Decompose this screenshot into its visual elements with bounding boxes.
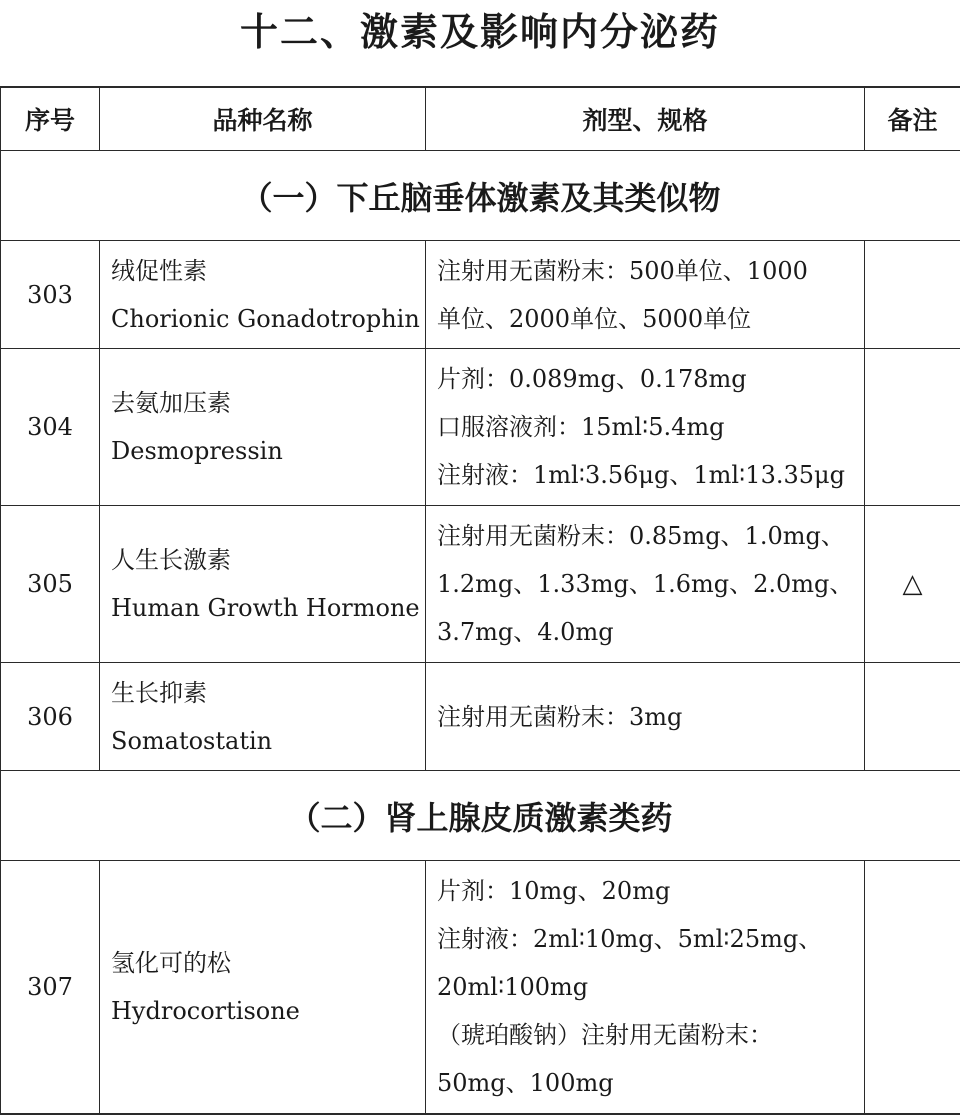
header-note: 备注 [865,87,960,151]
drug-name-cell [100,349,426,506]
dosage-spec-cell [426,861,865,1114]
section-row [1,151,960,241]
row-number: 305 [1,506,100,663]
spec-line: 50mg、100mg [437,1068,614,1097]
drug-name-cell [100,663,426,771]
drug-name-english: Hydrocortisone [111,996,300,1025]
table-row [1,349,960,506]
note-cell [865,241,960,349]
note-cell [865,349,960,506]
spec-line: 注射液：1ml∶3.56μg、1ml∶13.35μg [437,461,845,489]
drug-name-chinese: 去氨加压素 [111,389,231,417]
drug-name-cell [100,861,426,1114]
drug-name-chinese: 人生长激素 [111,546,231,574]
row-number: 306 [1,663,100,771]
table-row [1,241,960,349]
spec-line: 单位、2000单位、5000单位 [437,304,752,333]
drug-catalog-table [0,86,960,1115]
drug-name-english: Human Growth Hormone [111,594,420,622]
header-no: 序号 [1,87,100,151]
triangle-note-mark: △ [865,506,960,663]
spec-line: （琥珀酸钠）注射用无菌粉末： [437,1020,773,1049]
spec-line: 口服溶液剂：15ml∶5.4mg [437,413,725,441]
note-cell [865,861,960,1114]
drug-name-cell [100,241,426,349]
table-row [1,861,960,1114]
drug-name-cell [100,506,426,663]
note-cell [865,663,960,771]
table-row [1,506,960,663]
section-row [1,771,960,861]
drug-name-chinese: 氢化可的松 [111,948,231,977]
row-number: 303 [1,241,100,349]
drug-name-chinese: 生长抑素 [111,678,207,707]
dosage-spec-cell [426,241,865,349]
spec-line: 片剂：0.089mg、0.178mg [437,365,747,393]
spec-line: 注射用无菌粉末：500单位、1000 [437,256,808,285]
table-header-row [1,87,960,151]
spec-line: 3.7mg、4.0mg [437,618,614,646]
table-row [1,663,960,771]
header-spec: 剂型、规格 [426,87,865,151]
dosage-spec-cell [426,506,865,663]
drug-name-english: Somatostatin [111,726,273,755]
spec-line: 注射用无菌粉末：3mg [437,702,683,731]
page-title: 十二、激素及影响内分泌药 [239,10,720,54]
drug-name-chinese: 绒促性素 [111,256,207,285]
section-heading: （二）肾上腺皮质激素类药 [1,771,960,861]
drug-name-english: Chorionic Gonadotrophin [111,304,420,333]
dosage-spec-cell [426,663,865,771]
drug-name-english: Desmopressin [111,437,283,465]
spec-line: 20ml∶100mg [437,972,589,1001]
spec-line: 片剂：10mg、20mg [437,876,671,905]
row-number: 304 [1,349,100,506]
spec-line: 注射用无菌粉末：0.85mg、1.0mg、 [437,522,845,550]
row-number: 307 [1,861,100,1114]
section-heading: （一）下丘脑垂体激素及其类似物 [1,151,960,241]
spec-line: 1.2mg、1.33mg、1.6mg、2.0mg、 [437,570,854,598]
dosage-spec-cell [426,349,865,506]
header-name: 品种名称 [100,87,426,151]
spec-line: 注射液：2ml∶10mg、5ml∶25mg、 [437,924,823,953]
